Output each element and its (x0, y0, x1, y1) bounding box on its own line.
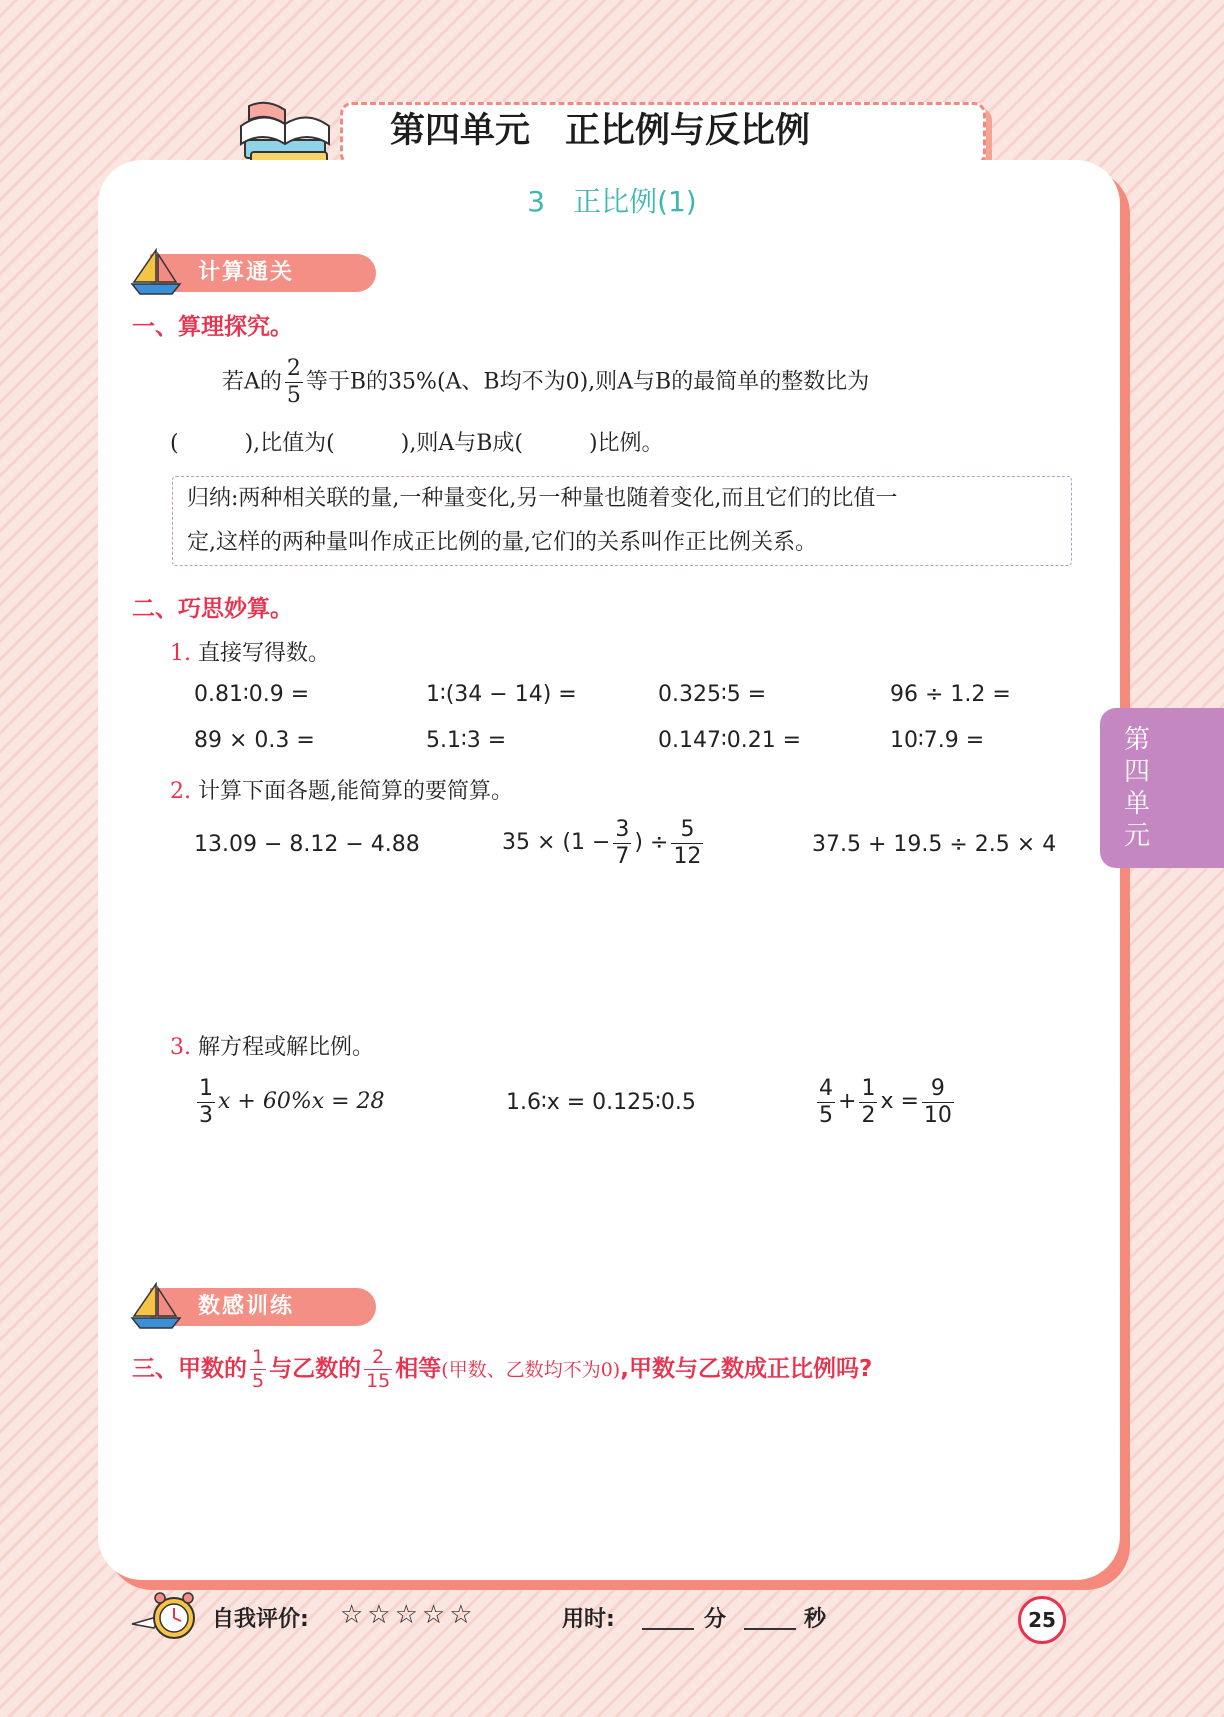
fraction: $\frac{2}{5}$ (286, 356, 301, 408)
section1-line1: 若A的 $\frac{2}{5}$ 等于B的35%(A、B均不为0),则A与B的最简单的整数比为 (222, 356, 870, 408)
q3-title: 3. 解方程或解比例。 (170, 1035, 375, 1060)
side-tab-label: 第四单元 (1123, 725, 1150, 851)
q3-expr-3: $\frac{4}{5}$ + $\frac{1}{2}$ x = $\frac{9}{10}$ (819, 1075, 952, 1128)
fraction: $\frac{3}{7}$ (615, 816, 630, 869)
page-number: 25 (1018, 1596, 1066, 1644)
q1-r1-c3: 0.325∶5 = (658, 682, 767, 707)
second-label: 秒 (804, 1607, 827, 1632)
fraction: $\frac{1}{5}$ (252, 1346, 265, 1392)
fraction: $\frac{5}{12}$ (673, 816, 702, 869)
second-blank[interactable] (744, 1628, 796, 1630)
q1-r2-c1: 89 × 0.3 = (194, 728, 315, 753)
summary-line-2: 定,这样的两种量叫作成正比例的量,它们的关系叫作正比例关系。 (187, 530, 817, 555)
q2-expr-2: 35 × (1 − $\frac{3}{7}$ ) ÷ $\frac{5}{12}$ (502, 816, 702, 869)
unit-title: 第四单元 正比例与反比例 (390, 111, 811, 151)
ribbon-calc: 计算通关 (150, 254, 376, 292)
fraction: $\frac{1}{2}$ (861, 1075, 876, 1128)
self-eval-label: 自我评价: (212, 1607, 309, 1632)
fraction: $\frac{9}{10}$ (923, 1075, 952, 1128)
q1-title: 1. 直接写得数。 (170, 641, 331, 666)
q1-r1-c1: 0.81∶0.9 = (194, 682, 310, 707)
q1-r1-c2: 1∶(34 − 14) = (426, 682, 577, 707)
section2-heading: 二、巧思妙算。 (132, 596, 293, 622)
fraction: $\frac{1}{3}$ (199, 1075, 213, 1128)
alarm-clock-icon (130, 1588, 200, 1644)
summary-box (172, 476, 1072, 566)
q3-expr-1: $\frac{1}{3}$ x + 60%x = 28 (199, 1075, 385, 1128)
time-label: 用时: (562, 1607, 615, 1632)
q2-expr-3: 37.5 + 19.5 ÷ 2.5 × 4 (812, 832, 1057, 857)
sailboat-icon (130, 248, 182, 296)
lesson-title: 3 正比例(1) (527, 185, 697, 218)
sailboat-icon (130, 1282, 182, 1330)
section1-line2: ( ),比值为( ),则A与B成( )比例。 (170, 431, 664, 456)
minute-blank[interactable] (642, 1628, 694, 1630)
minute-label: 分 (704, 1607, 727, 1632)
fraction: $\frac{2}{15}$ (366, 1346, 391, 1392)
q1-r2-c4: 10∶7.9 = (890, 728, 985, 753)
ribbon-sense: 数感训练 (150, 1288, 376, 1326)
q2-expr-1: 13.09 − 8.12 − 4.88 (194, 832, 420, 857)
q1-r1-c4: 96 ÷ 1.2 = (890, 682, 1011, 707)
q1-r2-c2: 5.1∶3 = (426, 728, 507, 753)
q2-title: 2. 计算下面各题,能简算的要简算。 (170, 779, 513, 804)
section3-question: 三、甲数的 $\frac{1}{5}$ 与乙数的 $\frac{2}{15}$ 相等(甲数、乙数均不为0),甲数与乙数成正比例吗? (132, 1346, 873, 1392)
star-rating[interactable]: ☆☆☆☆☆ (340, 1600, 477, 1630)
fraction: $\frac{4}{5}$ (819, 1075, 833, 1128)
summary-line-1: 归纳:两种相关联的量,一种量变化,另一种量也随着变化,而且它们的比值一 (187, 486, 898, 511)
q3-expr-2: 1.6∶x = 0.125∶0.5 (506, 1090, 696, 1115)
section1-heading: 一、算理探究。 (132, 314, 293, 340)
q1-r2-c3: 0.147∶0.21 = (658, 728, 802, 753)
